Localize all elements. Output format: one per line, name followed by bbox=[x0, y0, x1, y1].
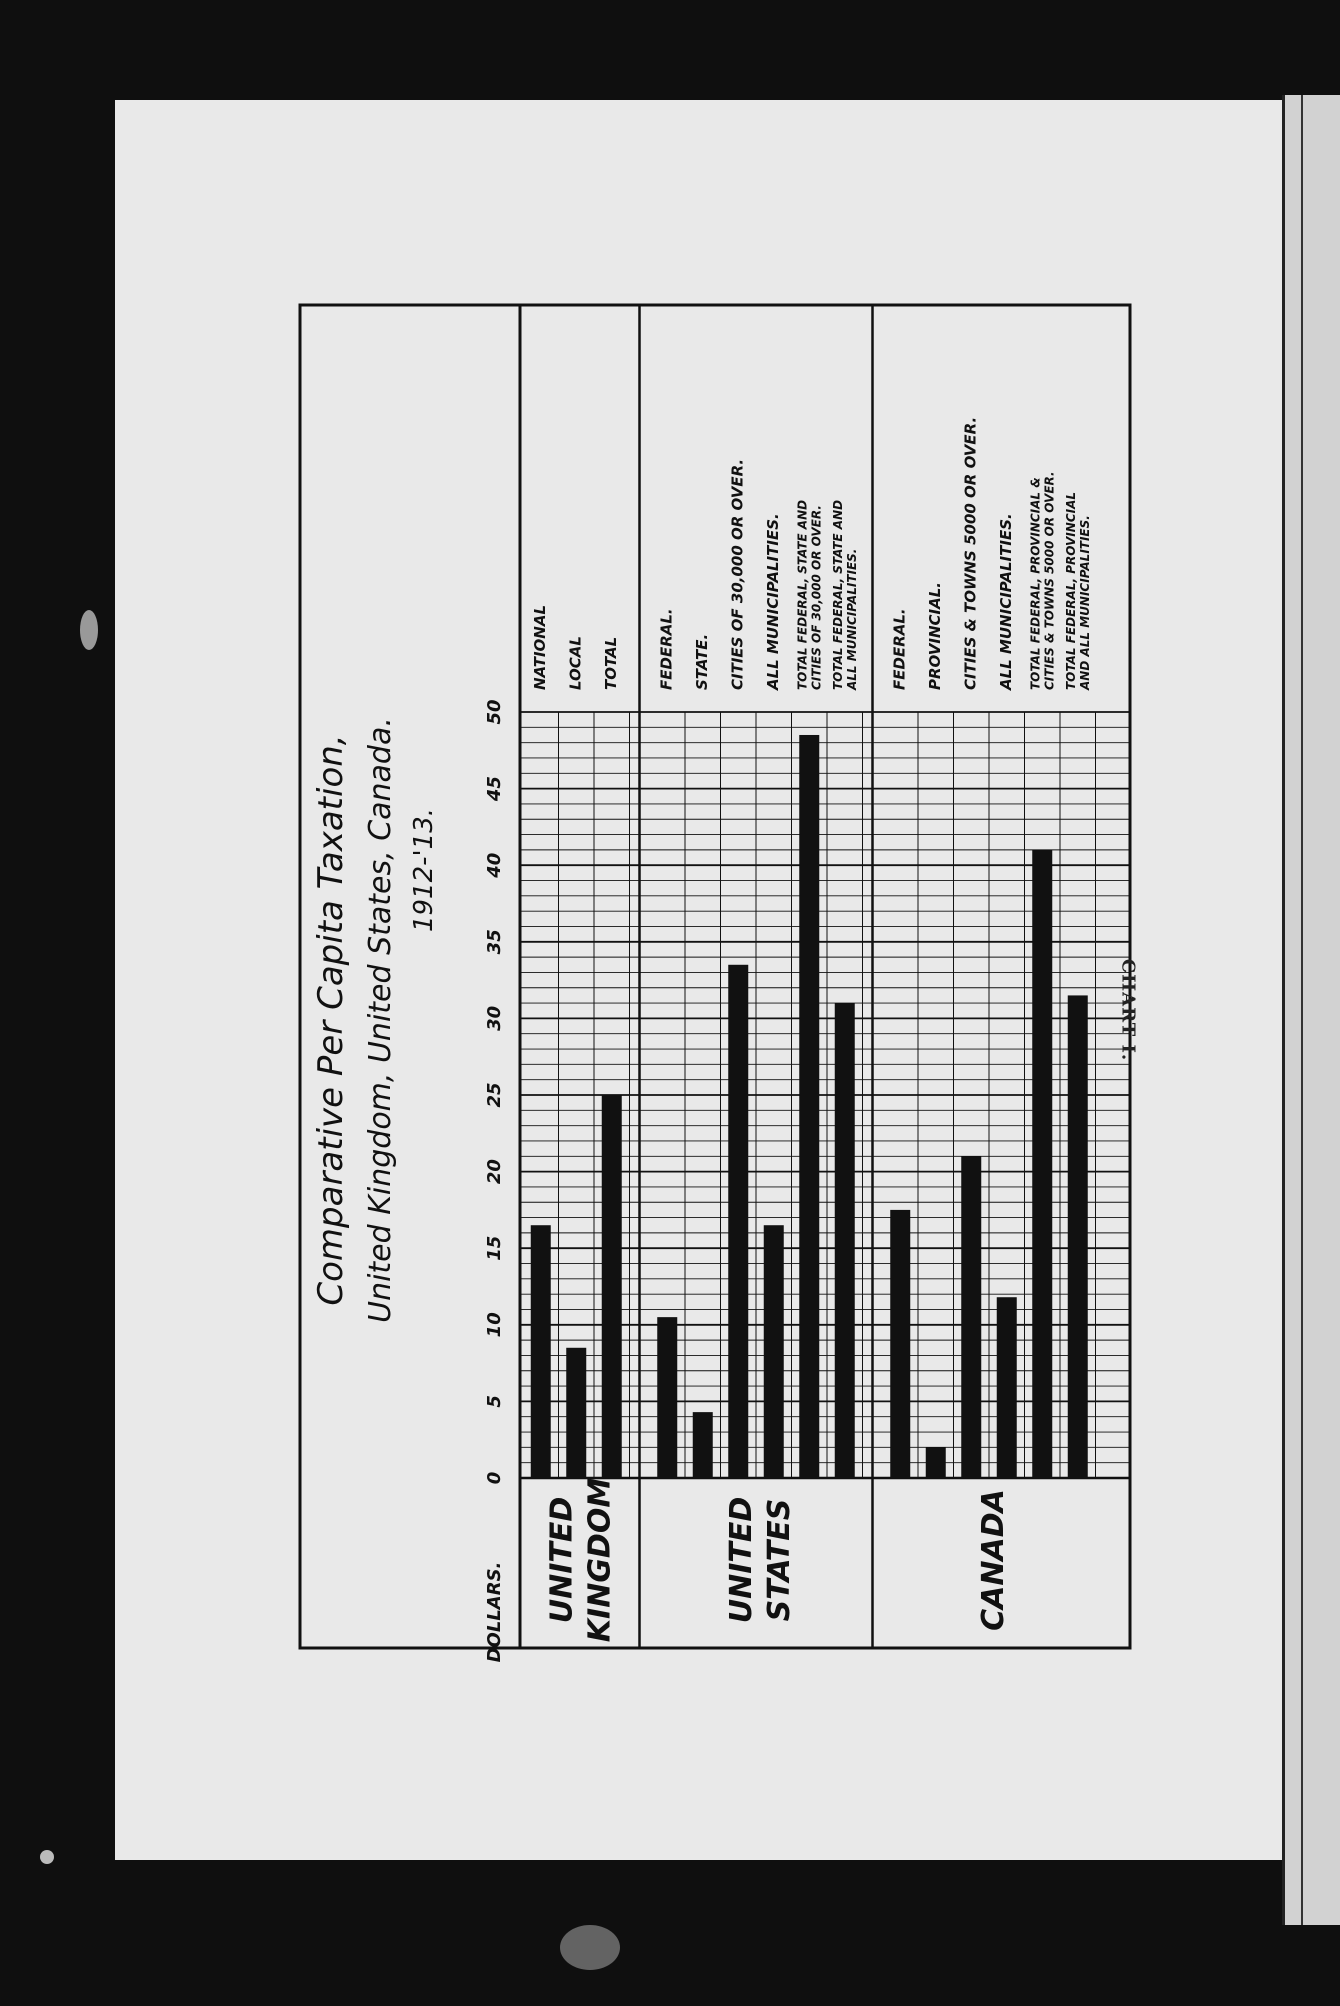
bar-label: PROVINCIAL. bbox=[925, 582, 944, 690]
chart-subtitle: United Kingdom, United States, Canada. bbox=[363, 717, 398, 1323]
tick-label: 50 bbox=[484, 699, 505, 725]
bar bbox=[657, 1317, 677, 1478]
bar bbox=[961, 1156, 981, 1478]
tick-label: 40 bbox=[484, 852, 505, 878]
bar bbox=[728, 965, 748, 1478]
bar-label: CITIES OF 30,000 OR OVER. bbox=[728, 458, 747, 690]
chart-plot bbox=[300, 305, 1130, 1662]
bar-label: LOCAL bbox=[566, 636, 585, 690]
chart-title: Comparative Per Capita Taxation, bbox=[311, 734, 351, 1306]
bar bbox=[997, 1297, 1017, 1478]
bar bbox=[531, 1225, 551, 1478]
tick-label: 25 bbox=[484, 1082, 505, 1108]
bar bbox=[566, 1348, 586, 1478]
group-label: UNITED bbox=[544, 1496, 580, 1624]
bar-label: TOTAL FEDERAL, STATE AND bbox=[830, 499, 845, 690]
bar-label: TOTAL FEDERAL, STATE AND bbox=[795, 499, 810, 690]
tick-label: 15 bbox=[484, 1235, 505, 1261]
chart-year: 1912-'13. bbox=[409, 807, 439, 933]
bar-label: TOTAL FEDERAL, PROVINCIAL & bbox=[1028, 477, 1043, 690]
bar bbox=[693, 1412, 713, 1478]
tick-label: 30 bbox=[484, 1005, 505, 1031]
bar-label: CITIES & TOWNS 5000 OR OVER. bbox=[961, 416, 980, 690]
bar-label: TOTAL FEDERAL, PROVINCIAL bbox=[1063, 491, 1078, 690]
bar bbox=[890, 1210, 910, 1478]
bar-label: NATIONAL bbox=[530, 604, 549, 690]
chart-caption: CHART I. bbox=[1117, 958, 1139, 1062]
tick-label: 45 bbox=[484, 776, 505, 802]
tick-label: 5 bbox=[484, 1395, 505, 1408]
bar-label: ALL MUNICIPALITIES. bbox=[844, 548, 859, 690]
group-label: CANADA bbox=[976, 1489, 1011, 1631]
tick-label: 0 bbox=[484, 1471, 505, 1485]
group-label: UNITED bbox=[724, 1496, 759, 1624]
bar bbox=[602, 1095, 622, 1478]
bar-label: ALL MUNICIPALITIES. bbox=[996, 513, 1015, 690]
tick-label: 10 bbox=[484, 1312, 505, 1338]
group-label: KINGDOM bbox=[582, 1477, 618, 1643]
bar bbox=[926, 1447, 946, 1478]
bar bbox=[764, 1225, 784, 1478]
bar-label: AND ALL MUNICIPALITIES. bbox=[1077, 515, 1092, 690]
bar bbox=[1032, 850, 1052, 1478]
bar-label: CITIES & TOWNS 5000 OR OVER. bbox=[1042, 471, 1057, 690]
bar-label: TOTAL bbox=[601, 636, 620, 690]
group-label: STATES bbox=[762, 1498, 797, 1622]
bar-label: STATE. bbox=[692, 633, 711, 690]
bar-label: FEDERAL. bbox=[657, 608, 676, 690]
tick-label: 35 bbox=[484, 929, 505, 955]
bar bbox=[835, 1003, 855, 1478]
bar bbox=[799, 735, 819, 1478]
axis-label: DOLLARS. bbox=[484, 1561, 505, 1663]
bar-label: CITIES OF 30,000 OR OVER. bbox=[809, 505, 824, 690]
bar-label: FEDERAL. bbox=[890, 608, 909, 690]
tick-label: 20 bbox=[484, 1159, 505, 1185]
bar-label: ALL MUNICIPALITIES. bbox=[763, 513, 782, 690]
bar bbox=[1068, 995, 1088, 1478]
